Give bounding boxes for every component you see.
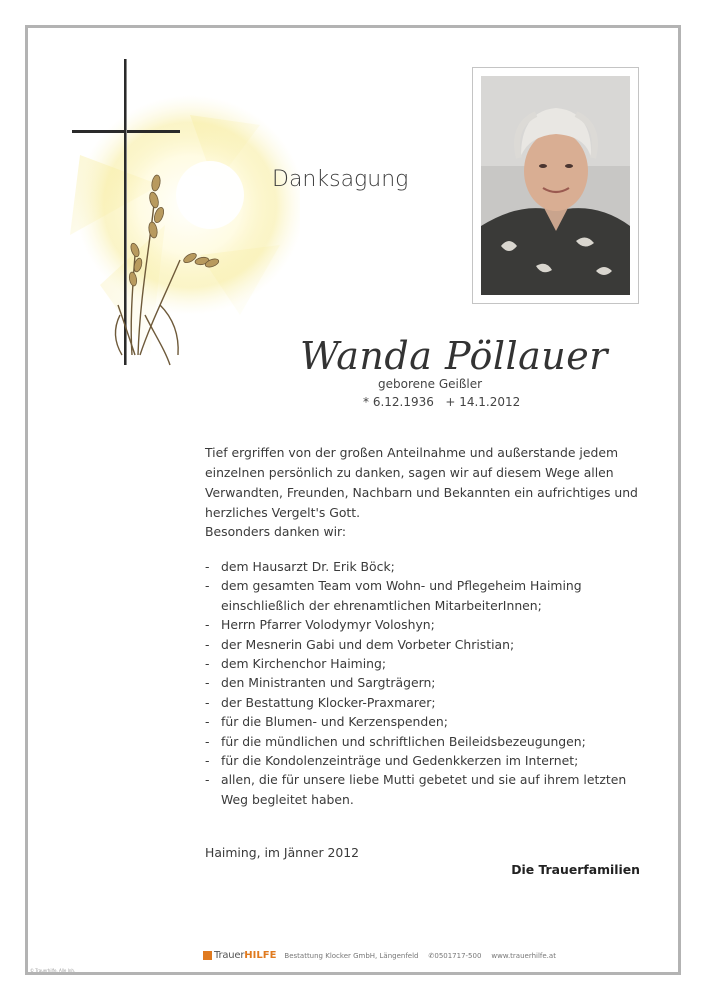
list-dash: -	[205, 617, 210, 633]
list-dash: -	[205, 559, 210, 574]
cross-wheat-artwork	[40, 55, 300, 385]
thanks-list	[205, 557, 650, 809]
list-item-text: der Bestattung Klocker-Praxmarer;	[221, 694, 436, 710]
list-item	[205, 712, 650, 731]
list-item-text: der Mesnerin Gabi und dem Vorbeter Christian;	[221, 636, 515, 652]
list-dash: -	[205, 753, 210, 769]
list-item-text: für die mündlichen und schriftlichen Beileidsbezeugungen;	[221, 733, 586, 749]
list-item	[205, 635, 650, 654]
list-item-text: den Ministranten und Sargträgern;	[221, 675, 436, 691]
list-item-text: allen, die für unsere liebe Mutti gebetet und sie auf ihrem letzten Weg begleitet haben.	[221, 772, 627, 807]
list-item	[205, 615, 650, 634]
list-dash: -	[205, 733, 210, 749]
brand-name-part2: HILFE	[244, 950, 277, 961]
deceased-name: Wanda Pöllauer	[300, 334, 608, 378]
list-dash: -	[205, 578, 210, 594]
list-item	[205, 751, 650, 770]
intro-paragraph: Tief ergriffen von der großen Anteilnahme und außerstande jedem einzelnen persönlich zu danken, sagen wir auf diesem Wege allen Verwandten, Freunden, Nachbarn und Bekannten ein aufrichtiges und herzliches Vergelt's Gott.	[205, 445, 638, 520]
list-item-text: dem Kirchenchor Haiming;	[221, 656, 387, 672]
list-dash: -	[205, 656, 210, 672]
phone-icon: ✆	[428, 951, 435, 960]
list-dash: -	[205, 636, 210, 652]
thanks-intro: Besonders danken wir:	[205, 524, 347, 539]
portrait-frame	[472, 67, 639, 304]
list-item	[205, 673, 650, 692]
list-item	[205, 654, 650, 673]
list-item	[205, 576, 650, 615]
place-date: Haiming, im Jänner 2012	[205, 845, 360, 860]
signature: Die Trauerfamilien	[511, 862, 640, 877]
life-dates: * 6.12.1936 + 14.1.2012	[363, 395, 521, 409]
list-item	[205, 557, 650, 576]
maiden-name: geborene Geißler	[378, 377, 483, 391]
list-item-text: Herrn Pfarrer Volodymyr Voloshyn;	[221, 617, 435, 633]
copyright-note: © Trauerhilfe. Alle Inh.	[30, 968, 76, 973]
footer-phone: 0501717-500	[434, 951, 482, 960]
portrait-photo	[481, 76, 630, 295]
brand-name-part1: Trauer	[214, 950, 245, 961]
list-item-text: für die Kondolenzeinträge und Gedenkkerzen im Internet;	[221, 753, 579, 769]
list-dash: -	[205, 694, 210, 710]
list-item-text: dem Hausarzt Dr. Erik Böck;	[221, 559, 395, 574]
list-item	[205, 770, 650, 809]
list-item-text: für die Blumen- und Kerzenspenden;	[221, 714, 448, 730]
list-item-text: dem gesamten Team vom Wohn- und Pflegeheim Haiming einschließlich der ehrenamtlichen MitarbeiterInnen;	[221, 578, 582, 613]
sun-glow	[70, 95, 300, 355]
list-dash: -	[205, 772, 210, 788]
list-dash: -	[205, 714, 210, 730]
footer-company: Bestattung Klocker GmbH, Längenfeld	[284, 951, 419, 960]
page-title: Danksagung	[272, 167, 409, 192]
list-item	[205, 693, 650, 712]
list-dash: -	[205, 675, 210, 691]
footer-website[interactable]: www.trauerhilfe.at	[491, 951, 556, 960]
list-item	[205, 732, 650, 751]
trauerhilfe-logo-icon	[203, 951, 212, 960]
footer	[203, 950, 556, 961]
